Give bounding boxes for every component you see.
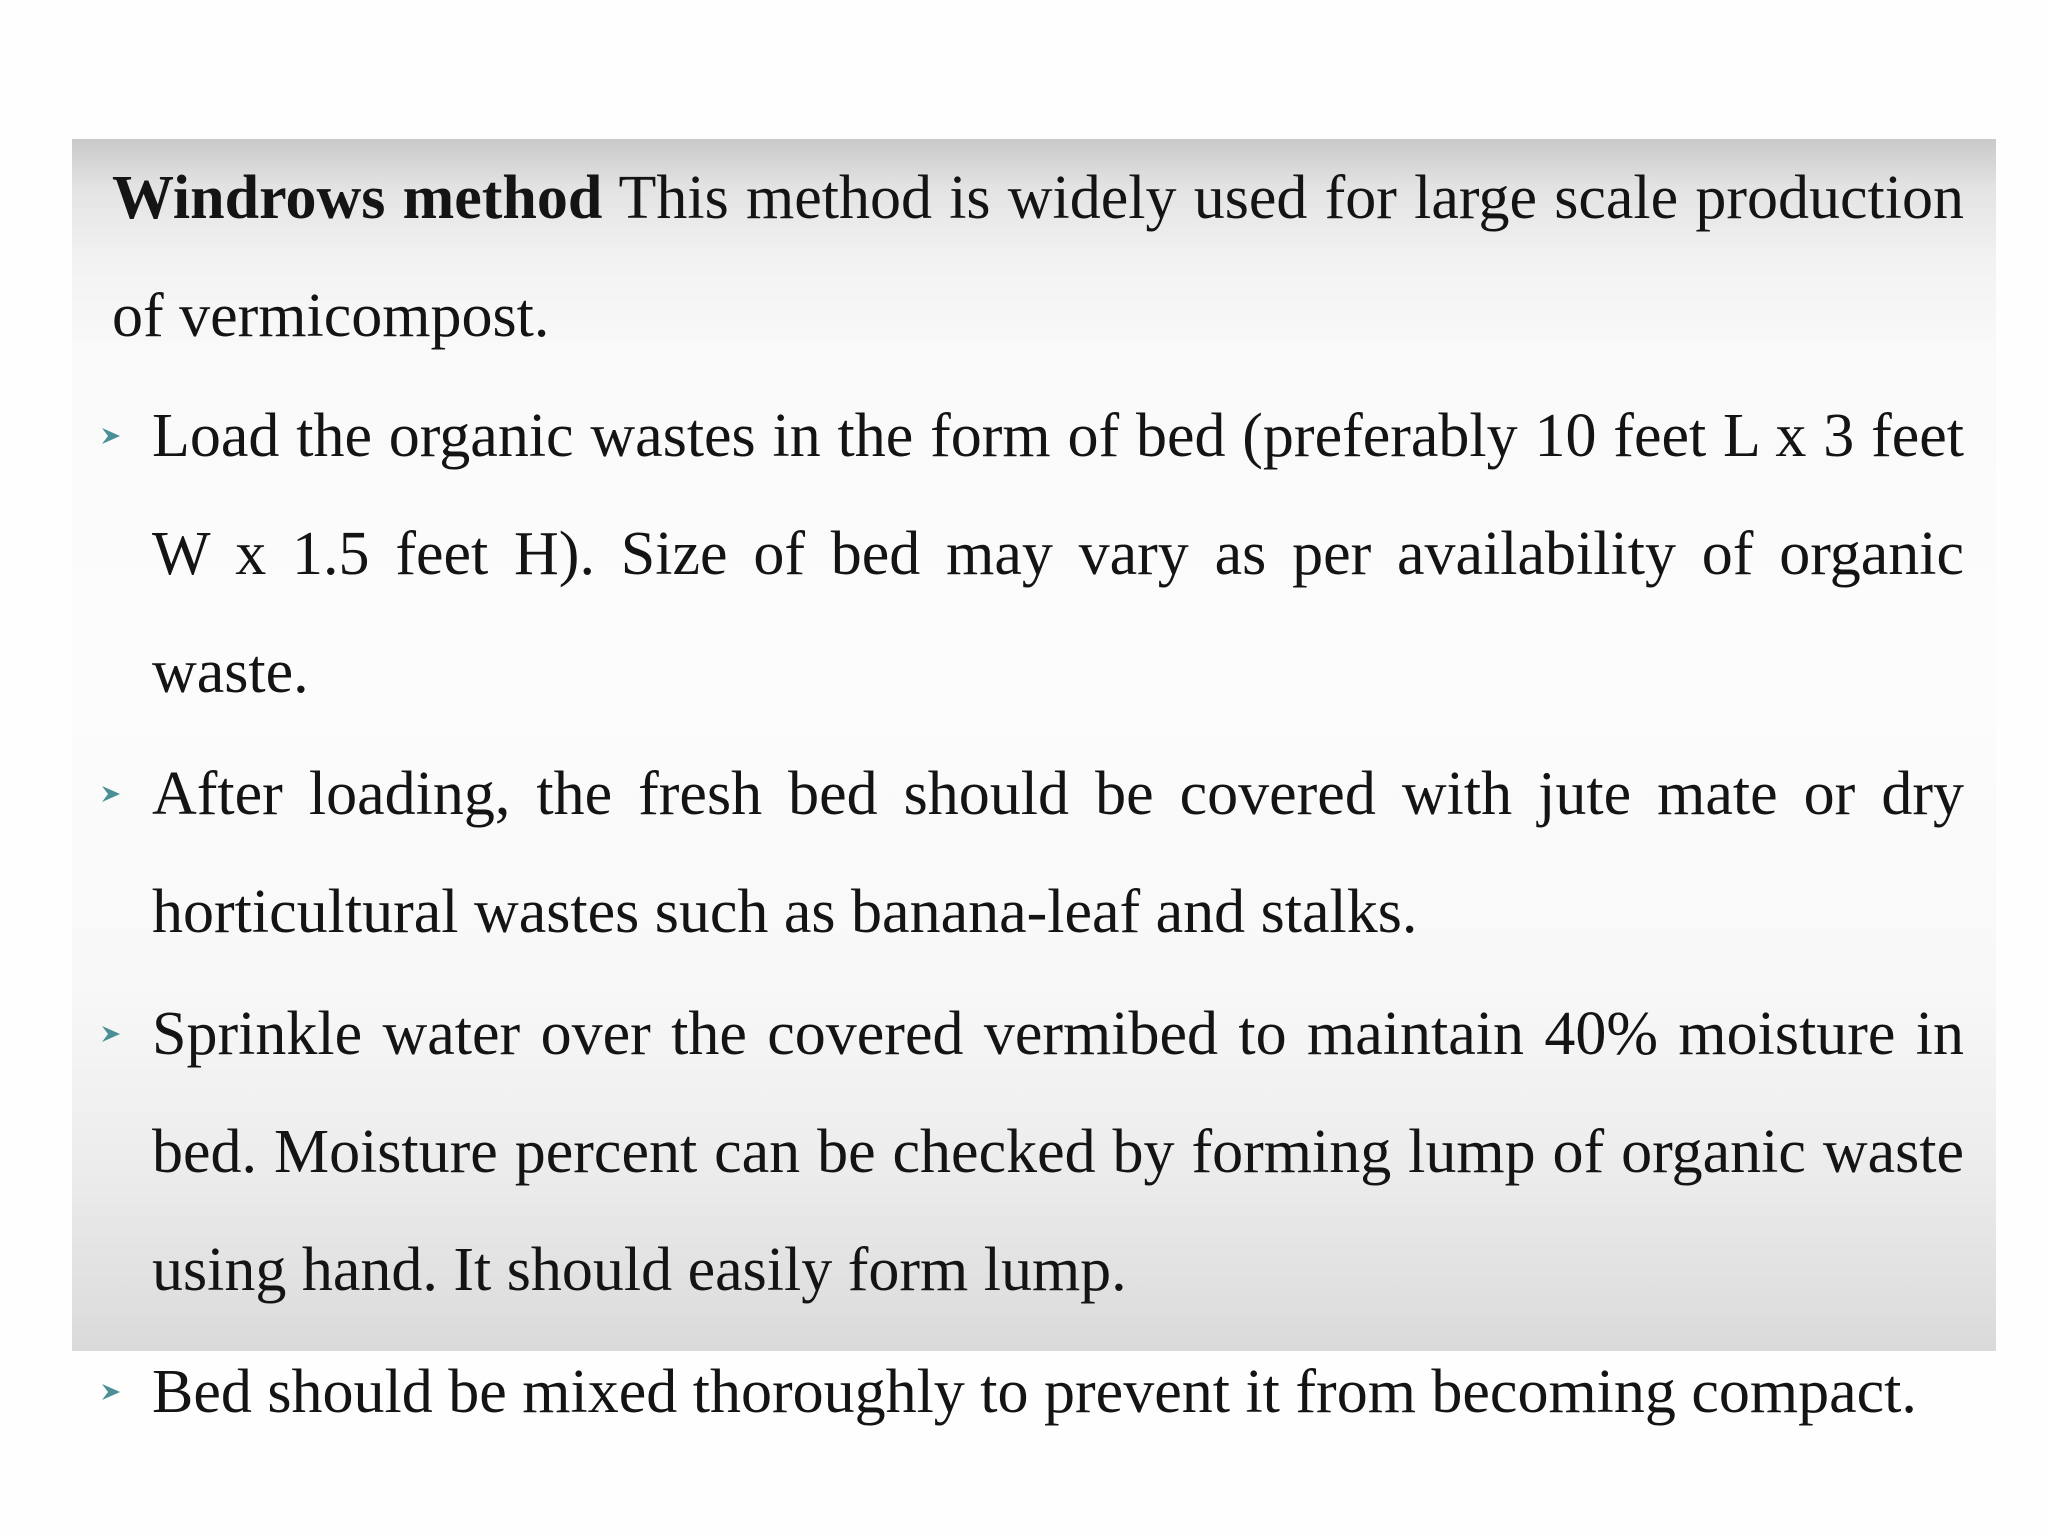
bullet-item: [72, 377, 1964, 731]
intro-term: Windrows method: [112, 164, 603, 232]
intro-text: This method is widely used for large scale production of vermicompost.: [112, 164, 1964, 350]
bullet-item: [72, 1333, 1964, 1451]
bullet-item: [72, 975, 1964, 1329]
bullet-text: Bed should be mixed thoroughly to prevent it from becoming compact.: [152, 1358, 1917, 1426]
intro-paragraph: [112, 139, 1964, 375]
arrow-bullet-icon: [96, 735, 126, 853]
bullet-item: [72, 735, 1964, 971]
arrow-bullet-icon: [96, 975, 126, 1093]
content-panel: [72, 139, 1996, 1426]
arrow-bullet-icon: [96, 377, 126, 495]
bullet-text: Load the organic wastes in the form of bed (preferably 10 feet L x 3 feet W x 1.5 feet H). Size of bed may vary as per availability of organic waste.: [152, 402, 1964, 706]
arrow-bullet-icon: [96, 1333, 126, 1451]
bullet-text: Sprinkle water over the covered vermibed to maintain 40% moisture in bed. Moisture percent can be checked by forming lump of organic waste using hand. It should easily form lump.: [152, 1000, 1964, 1304]
bullet-list: [72, 377, 1964, 1455]
bullet-text: After loading, the fresh bed should be covered with jute mate or dry horticultural wastes such as banana-leaf and stalks.: [152, 760, 1964, 946]
